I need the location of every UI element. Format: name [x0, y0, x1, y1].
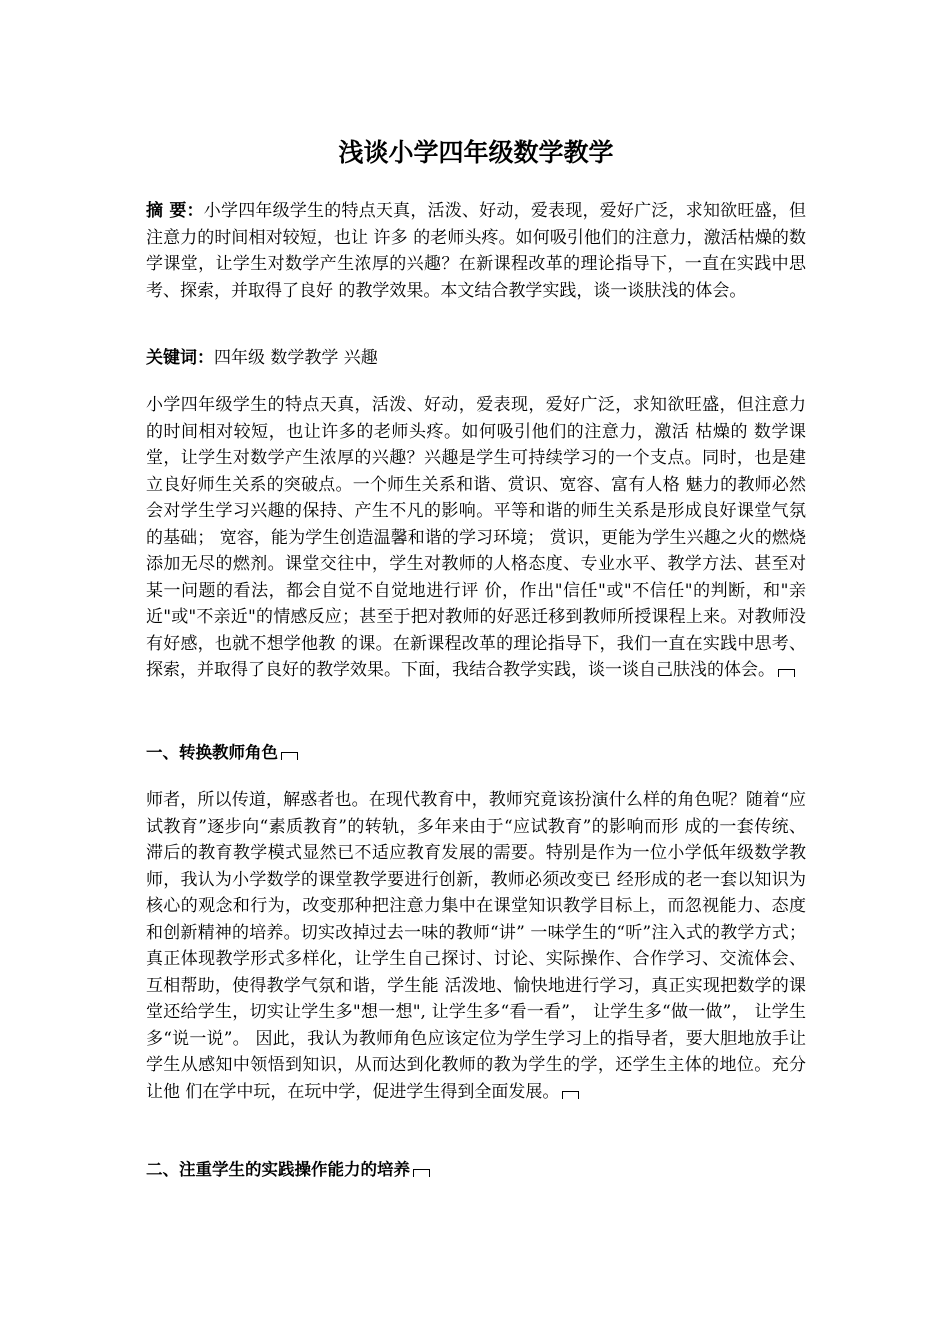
paragraph-mark-icon	[562, 1091, 579, 1099]
abstract-label: 摘 要：	[146, 201, 204, 221]
keywords-label: 关键词：	[146, 348, 214, 368]
section-heading-2: 二、注重学生的实践操作能力的培养	[146, 1157, 430, 1183]
keywords-text: 四年级 数学教学 兴趣	[214, 348, 378, 368]
section-1-text: 师者，所以传道，解惑者也。在现代教育中，教师究竟该扮演什么样的角色呢？随着“应试教育”逐步向“素质教育”的转轨，多年来由于“应试教育”的影响而形 成的一套传统、滞后的教育教学模式显然已不适应教育发展的需要。特别是作为一位小学低年级数学教师，我认为小学数学的课堂教学要进行创新，教师必须改变已 经形成的老一套以知识为核心的观念和行为，改变那种把注意力集中在课堂知识教学目标上，而忽视能力、态度和创新精神的培养。切实改掉过去一味的教师“讲” 一味学生的“听”注入式的教学方式；真正体现教学形式多样化，让学生自己探讨、讨论、实际操作、合作学习、交流体会、互相帮助，使得教学气氛和谐，学生能 活泼地、愉快地进行学习，真正实现把数学的课堂还给学生，切实让学生多"想一想", 让学生多“看一看”， 让学生多“做一做”， 让学生多“说一说”。 因此，我认为教师角色应该定位为学生学习上的指导者，要大胆地放手让学生从感知中领悟到知识，从而达到化教师的教为学生的学，还学生主体的地位。充分让他 们在学中玩，在玩中学，促进学生得到全面发展。	[146, 790, 806, 1102]
paragraph-mark-icon	[778, 669, 795, 677]
intro-paragraph	[146, 392, 806, 684]
paragraph-mark-icon	[413, 1169, 430, 1177]
document-title: 浅谈小学四年级数学教学	[338, 138, 614, 167]
intro-text: 小学四年级学生的特点天真，活泼、好动，爱表现，爱好广泛，求知欲旺盛，但注意力的时间相对较短，也让许多的老师头疼。如何吸引他们的注意力，激活 枯燥的 数学课堂，让学生对数学产生浓厚的兴趣？兴趣是学生可持续学习的一个支点。同时，也是建立良好师生关系的突破点。一个师生关系和谐、赏识、宽容、富有人格 魅力的教师必然会对学生学习兴趣的保持、产生不凡的影响。平等和谐的师生关系是形成良好课堂气氛的基础； 宽容，能为学生创造温馨和谐的学习环境； 赏识，更能为学生兴趣之火的燃烧添加无尽的燃剂。课堂交往中，学生对教师的人格态度、专业水平、教学方法、甚至对某一问题的看法，都会自觉不自觉地进行评 价，作出"信任"或"不信任"的判断，和"亲近"或"不亲近"的情感反应；甚至于把对教师的好恶迁移到教师所授课程上来。对教师没有好感，也就不想学他教 的课。在新课程改革的理论指导下，我们一直在实践中思考、探索，并取得了良好的教学效果。下面，我结合教学实践，谈一谈自己肤浅的体会。	[146, 395, 806, 680]
section-heading-1: 一、转换教师角色	[146, 740, 298, 766]
section-1-paragraph	[146, 787, 806, 1105]
abstract-text: 小学四年级学生的特点天真，活泼、好动，爱表现，爱好广泛，求知欲旺盛，但注意力的时间相对较短，也让 许多 的老师头疼。如何吸引他们的注意力，激活枯燥的数学课堂，让学生对数学产生浓厚的兴趣？在新课程改革的理论指导下，一直在实践中思考、探索，并取得了良好 的教学效果。本文结合教学实践，谈一谈肤浅的体会。	[146, 201, 807, 301]
abstract-paragraph	[146, 198, 806, 304]
keywords-line	[146, 345, 806, 372]
paragraph-mark-icon	[281, 752, 298, 760]
